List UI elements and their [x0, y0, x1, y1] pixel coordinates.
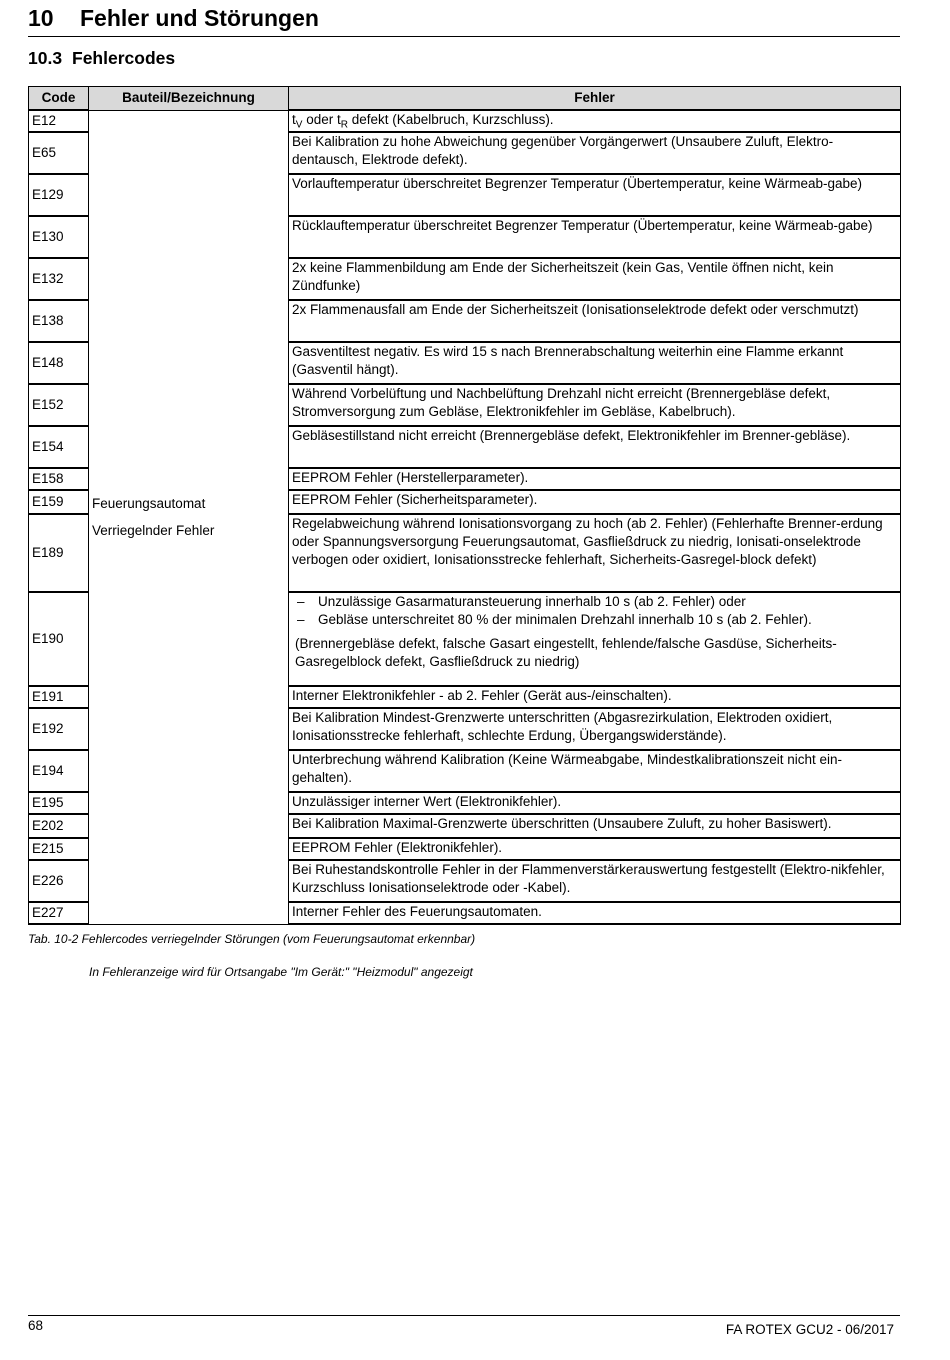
error-cell: $t_V$ oder $t_R$ defekt (Kabelbruch, Kurzschluss).: [289, 110, 901, 132]
error-cell: Bei Kalibration Mindest-Grenzwerte unterschritten (Abgasrezirkulation, Elektroden oxidiert, Ionisationsstrecke fehlerhaft, schlechte Erdung, Übergangswiderstände).: [289, 708, 901, 750]
code-cell: E132: [29, 258, 89, 300]
code-cell: E12: [29, 110, 89, 132]
error-cell: Unzulässiger interner Wert (Elektronikfehler).: [289, 792, 901, 814]
list-item: – Gebläse unterschreitet 80 % der minimalen Drehzahl innerhalb 10 s (ab 2. Fehler).: [297, 612, 812, 627]
code-cell: E215: [29, 838, 89, 860]
code-cell: E158: [29, 468, 89, 490]
section-number: 10.3: [28, 48, 63, 68]
component-name: Feuerungsautomat: [92, 495, 206, 511]
column-header-code: Code: [29, 87, 89, 111]
code-cell: E152: [29, 384, 89, 426]
code-cell: E191: [29, 686, 89, 708]
chapter-heading: [28, 3, 900, 37]
page-number: 68: [28, 1318, 44, 1333]
cause-note: (Brennergebläse defekt, falsche Gasart eingestellt, fehlende/falsche Gasdüse, Sicherheits-Gasregelblock defekt, Gasfließdruck zu niedrig): [295, 636, 837, 669]
code-cell: E192: [29, 708, 89, 750]
code-cell: E130: [29, 216, 89, 258]
code-cell: E227: [29, 902, 89, 924]
footer-divider: [28, 1315, 900, 1316]
table-header-row: [29, 87, 901, 111]
error-cell: Vorlauftemperatur überschreitet Begrenzer Temperatur (Übertemperatur, keine Wärmeab-gabe): [289, 174, 901, 216]
display-note: In Fehleranzeige wird für Ortsangabe "Im Gerät:" "Heizmodul" angezeigt: [89, 965, 473, 979]
error-cell: Interner Fehler des Feuerungsautomaten.: [289, 902, 901, 924]
code-cell: E195: [29, 792, 89, 814]
error-cell: 2x keine Flammenbildung am Ende der Sicherheitszeit (kein Gas, Ventile öffnen nicht, kein Zündfunke): [289, 258, 901, 300]
error-cell: Unterbrechung während Kalibration (Keine Wärmeabgabe, Mindestkalibrationszeit nicht ein-gehalten).: [289, 750, 901, 792]
code-cell: E189: [29, 514, 89, 592]
error-cell: EEPROM Fehler (Sicherheitsparameter).: [289, 490, 901, 514]
chapter-number: 10: [28, 5, 54, 31]
code-cell: E154: [29, 426, 89, 468]
column-header-error: Fehler: [289, 87, 901, 111]
component-type: Verriegelnder Fehler: [92, 522, 215, 538]
code-cell: E226: [29, 860, 89, 902]
chapter-title: Fehler und Störungen: [80, 5, 319, 31]
error-cell: [289, 592, 901, 686]
code-cell: E129: [29, 174, 89, 216]
error-cell: Regelabweichung während Ionisationsvorgang zu hoch (ab 2. Fehler) (Fehlerhafte Brenner-erdung oder Spannungsversorgung Feuerungsautomat, Gasfließdruck zu niedrig, Ionisati-onselektrode verbogen oder oxidiert, Ionisationsstrecke fehlerhaft, Sicherheits-Gasregel-block defekt): [289, 514, 901, 592]
component-cell: [89, 110, 289, 924]
error-cell: Während Vorbelüftung und Nachbelüftung Drehzahl nicht erreicht (Brennergebläse defekt, Stromversorgung zum Gebläse, Elektronikfehler im Gebläse, Kabelbruch).: [289, 384, 901, 426]
code-cell: E148: [29, 342, 89, 384]
error-code-table: [28, 86, 901, 925]
section-heading: [28, 46, 175, 70]
error-cell: 2x Flammenausfall am Ende der Sicherheitszeit (Ionisationselektrode defekt oder verschmutzt): [289, 300, 901, 342]
section-title: Fehlercodes: [72, 48, 176, 68]
table-row: [29, 110, 901, 132]
code-cell: E190: [29, 592, 89, 686]
error-cell: Bei Kalibration zu hohe Abweichung gegenüber Vorgängerwert (Unsaubere Zuluft, Elektro-dentausch, Elektrode defekt).: [289, 132, 901, 174]
error-cell: Bei Kalibration Maximal-Grenzwerte überschritten (Unsaubere Zuluft, zu hoher Basiswert).: [289, 814, 901, 838]
error-cell: Bei Ruhestandskontrolle Fehler in der Flammenverstärkerauswertung festgestellt (Elektro-nikfehler, Kurzschluss Ionisationselektrode oder -Kabel).: [289, 860, 901, 902]
document-reference: FA ROTEX GCU2 - 06/2017: [725, 1322, 894, 1337]
column-header-component: Bauteil/Bezeichnung: [89, 87, 289, 111]
error-cell: Gasventiltest negativ. Es wird 15 s nach Brennerabschaltung weiterhin eine Flamme erkannt (Gasventil hängt).: [289, 342, 901, 384]
code-cell: E65: [29, 132, 89, 174]
error-cell: Rücklauftemperatur überschreitet Begrenzer Temperatur (Übertemperatur, keine Wärmeab-gabe): [289, 216, 901, 258]
error-cell: Interner Elektronikfehler - ab 2. Fehler (Gerät aus-/einschalten).: [289, 686, 901, 708]
list-item: – Unzulässige Gasarmaturansteuerung innerhalb 10 s (ab 2. Fehler) oder: [297, 594, 746, 609]
code-cell: E159: [29, 490, 89, 514]
code-cell: E202: [29, 814, 89, 838]
code-cell: E194: [29, 750, 89, 792]
code-cell: E138: [29, 300, 89, 342]
error-cell: Gebläsestillstand nicht erreicht (Brennergebläse defekt, Elektronikfehler im Brenner-gebläse).: [289, 426, 901, 468]
table-caption: Tab. 10-2 Fehlercodes verriegelnder Störungen (vom Feuerungsautomat erkennbar): [28, 932, 476, 946]
error-cell: EEPROM Fehler (Herstellerparameter).: [289, 468, 901, 490]
error-cell: EEPROM Fehler (Elektronikfehler).: [289, 838, 901, 860]
